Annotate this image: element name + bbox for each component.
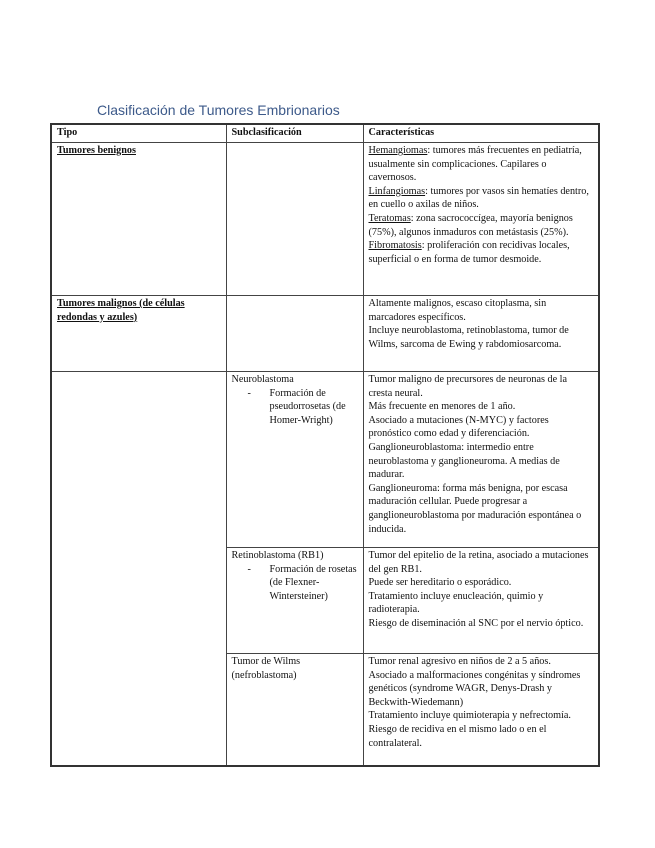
list-item: Altamente malignos, escaso citoplasma, sin marcadores específicos. <box>368 298 547 323</box>
list-item: Riesgo de diseminación al SNC por el nervio óptico. <box>368 617 584 629</box>
table-row-neuroblastoma <box>51 372 599 548</box>
cell-sub-benignos <box>226 143 363 296</box>
cell-sub-retinoblastoma <box>226 548 363 654</box>
cell-sub-malignos <box>226 296 363 372</box>
dash-bullet: - <box>247 563 251 575</box>
list-item: Hemangiomas: tumores más frecuentes en pediatría, usualmente sin complicaciones. Capilares o cavernosos. <box>368 145 582 184</box>
list-item: Fibromatosis: proliferación con recidivas locales, superficial o en forma de tumor desmoide. <box>368 240 570 265</box>
subclass-detail-text: Formación de rosetas (de Flexner-Wintersteiner) <box>269 563 357 602</box>
list-item: Más frecuente en menores de 1 año. <box>368 401 516 413</box>
dash-bullet: - <box>247 387 251 399</box>
list-item: Asociado a mutaciones (N-MYC) y factores pronóstico como edad y diferenciación. <box>368 414 549 440</box>
list-item: Tumor del epitelio de la retina, asociado a mutaciones del gen RB1. <box>368 550 589 575</box>
subclass-name: Tumor de Wilms (nefroblastoma) <box>231 656 301 681</box>
subclass-detail <box>232 387 358 428</box>
cell-caract-benignos <box>363 143 599 296</box>
tumor-classification-table <box>50 123 600 767</box>
subclass-name: Neuroblastoma <box>231 374 294 385</box>
list-item: Linfangiomas: tumores por vasos sin hematíes dentro, en cuello o axilas de niños. <box>368 185 589 211</box>
header-tipo: Tipo <box>51 124 226 143</box>
list-item: Incluye neuroblastoma, retinoblastoma, tumor de Wilms, sarcoma de Ewing y rabdomiosarcoma. <box>368 325 569 350</box>
list-item: Ganglioneuroblastoma: intermedio entre neuroblastoma y ganglioneuroma. A medias de madurar. <box>368 441 560 481</box>
list-item: Tumor renal agresivo en niños de 2 a 5 años. <box>368 656 551 667</box>
table-header-row <box>51 124 599 143</box>
cell-sub-wilms <box>226 654 363 766</box>
list-item: Tratamiento incluye quimioterapia y nefrectomía. Riesgo de recidiva en el mismo lado o en el contralateral. <box>368 710 571 749</box>
cell-caract-malignos <box>363 296 599 372</box>
table-row-malignos <box>51 296 599 372</box>
list-item: Tratamiento incluye enucleación, quimio y radioterapia. <box>368 590 544 616</box>
cell-tipo-benignos <box>51 143 226 296</box>
term: Teratomas <box>368 212 411 224</box>
table-row-benignos <box>51 143 599 296</box>
header-subclasificacion: Subclasificación <box>226 124 363 143</box>
term: Linfangiomas <box>368 185 426 197</box>
list-item: Teratomas: zona sacrococcígea, mayoría benignos (75%), algunos inmaduros con metástasis (25%). <box>368 212 573 238</box>
cell-tipo-empty <box>51 372 226 766</box>
term: Hemangiomas <box>368 145 428 156</box>
term: Fibromatosis <box>368 240 422 252</box>
list-item: Tumor maligno de precursores de neuronas de la cresta neural. <box>368 374 568 399</box>
cell-sub-neuroblastoma <box>226 372 363 548</box>
list-item: Ganglioneuroma: forma más benigna, por escasa maduración cellular. Puede progresar a ganglioneuroblastoma por maduración espontánea o inducida. <box>368 482 582 535</box>
list-item: Puede ser hereditario o esporádico. <box>368 577 512 589</box>
subclass-detail <box>232 563 358 604</box>
subclass-name: Retinoblastoma (RB1) <box>231 550 324 561</box>
tipo-label: Tumores malignos (de células redondas y azules) <box>57 298 185 323</box>
cell-caract-neuroblastoma <box>363 372 599 548</box>
tipo-label: Tumores benignos <box>57 145 136 156</box>
cell-caract-retinoblastoma <box>363 548 599 654</box>
cell-tipo-malignos <box>51 296 226 372</box>
cell-caract-wilms <box>363 654 599 766</box>
subclass-detail-text: Formación de pseudorrosetas (de Homer-Wright) <box>269 387 346 426</box>
list-item: Asociado a malformaciones congénitas y síndromes genéticos (syndrome WAGR, Denys-Drash y Beckwith-Wiedemann) <box>368 669 581 708</box>
document-title: Clasificación de Tumores Embrionarios <box>97 102 340 118</box>
header-caracteristicas: Características <box>363 124 599 143</box>
